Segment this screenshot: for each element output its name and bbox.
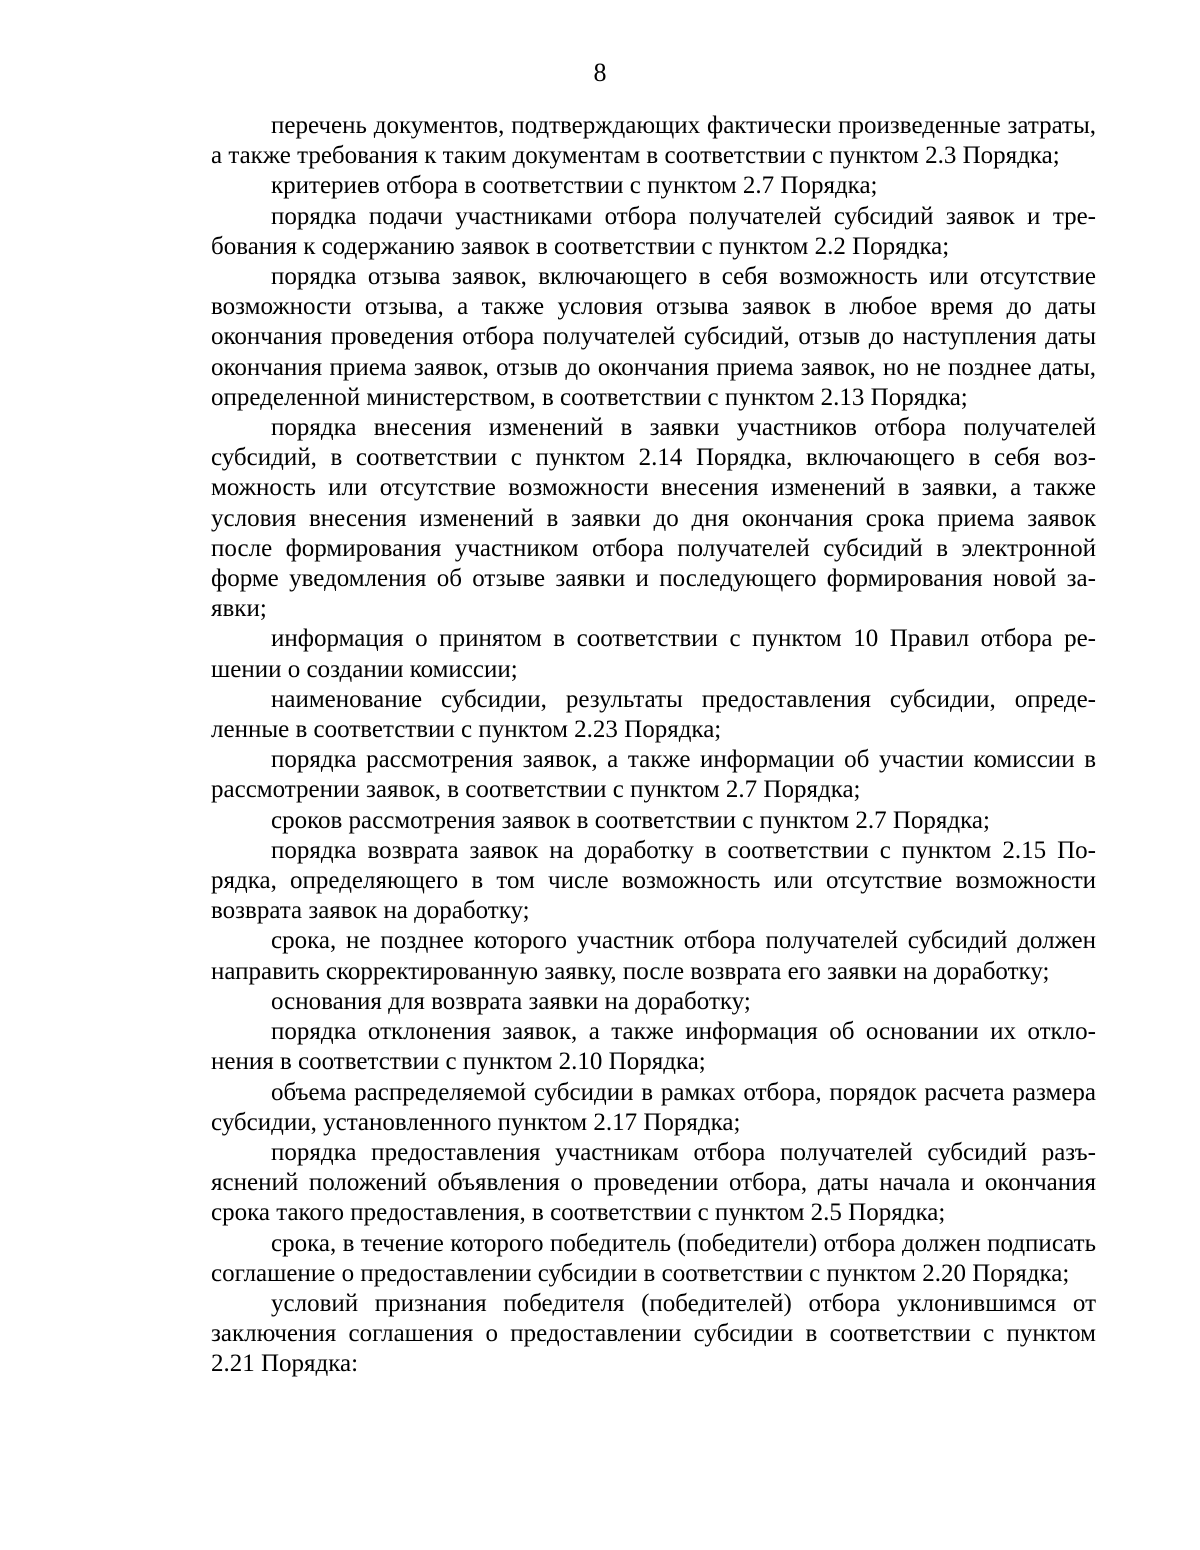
paragraph-return-grounds: основания для возврата заявки на доработку; <box>271 987 751 1015</box>
page-number: 8 <box>593 58 607 87</box>
paragraph-selection-criteria: критериев отбора в соответствии с пунктом 2.7 Порядка; <box>271 172 878 200</box>
paragraph-rejection-procedure: порядка отклонения заявок, а также информация об основании их отклонения в соответствии с пунктом 2.10 Порядка; <box>211 1018 1096 1076</box>
paragraph-clarifications: порядка предоставления участникам отбора получателей субсидий разъяснений положений объявления о проведении отбора, даты начала и окончания срока такого предоставления, в соответствии с пунктом 2.5 Порядка; <box>211 1138 1096 1227</box>
paragraph-return-procedure: порядка возврата заявок на доработку в соответствии с пунктом 2.15 Порядка, определяющего в том числе возможность или отсутствие возможности возврата заявок на доработку; <box>211 836 1096 925</box>
paragraph-subsidy-name: наименование субсидии, результаты предоставления субсидии, определенные в соответствии с пунктом 2.23 Порядка; <box>211 685 1096 744</box>
paragraph-application-withdrawal: порядка отзыва заявок, включающего в себя возможность или отсутствие возможности отзыва, а также условия отзыва заявок в любое время до даты окончания проведения отбора получателей субсидий, отзыв до наступления даты окончания приема заявок, отзыв до окончания приема заявок, но не позднее даты, определенной министерством, в соответствии с пунктом 2.13 Порядка; <box>211 263 1096 411</box>
paragraph-review-deadlines: сроков рассмотрения заявок в соответствии с пунктом 2.7 Порядка; <box>271 806 990 834</box>
paragraph-subsidy-volume: объема распределяемой субсидии в рамках отбора, порядок расчета размера субсидии, установленного пунктом 2.17 Порядка; <box>211 1078 1096 1136</box>
document-body <box>211 111 1096 1380</box>
paragraph-evasion-conditions: условий признания победителя (победителей) отбора уклонившимся от заключения соглашения о предоставлении субсидии в соответствии с пунктом 2.21 Порядка: <box>211 1289 1096 1378</box>
paragraph-resubmission-deadline: срока, не позднее которого участник отбора получателей субсидий должен направить скорректированную заявку, после возврата его заявки на доработку; <box>211 927 1096 985</box>
paragraph-review-procedure: порядка рассмотрения заявок, а также информации об участии комиссии в рассмотрении заявок, в соответствии с пунктом 2.7 Порядка; <box>211 746 1096 804</box>
paragraph-application-submission: порядка подачи участниками отбора получателей субсидий заявок и требования к содержанию заявок в соответствии с пунктом 2.2 Порядка; <box>211 202 1096 260</box>
paragraph-documents-list: перечень документов, подтверждающих фактически произведенные затраты, а также требования к таким документам в соответствии с пунктом 2.3 Порядка; <box>211 112 1096 170</box>
paragraph-commission-info: информация о принятом в соответствии с пунктом 10 Правил отбора решении о создании комиссии; <box>211 625 1096 683</box>
paragraph-agreement-deadline: срока, в течение которого победитель (победители) отбора должен подписать соглашение о предоставлении субсидии в соответствии с пунктом 2.20 Порядка; <box>211 1229 1096 1287</box>
paragraph-application-changes: порядка внесения изменений в заявки участников отбора получателей субсидий, в соответствии с пунктом 2.14 Порядка, включающего в себя возможность или отсутствие возможности внесения изменений в заявки, а также условия внесения изменений в заявки до дня окончания срока приема заявок после формирования участником отбора получателей субсидий в электронной форме уведомления об отзыве заявки и последующего формирования новой заявки; <box>211 414 1096 623</box>
